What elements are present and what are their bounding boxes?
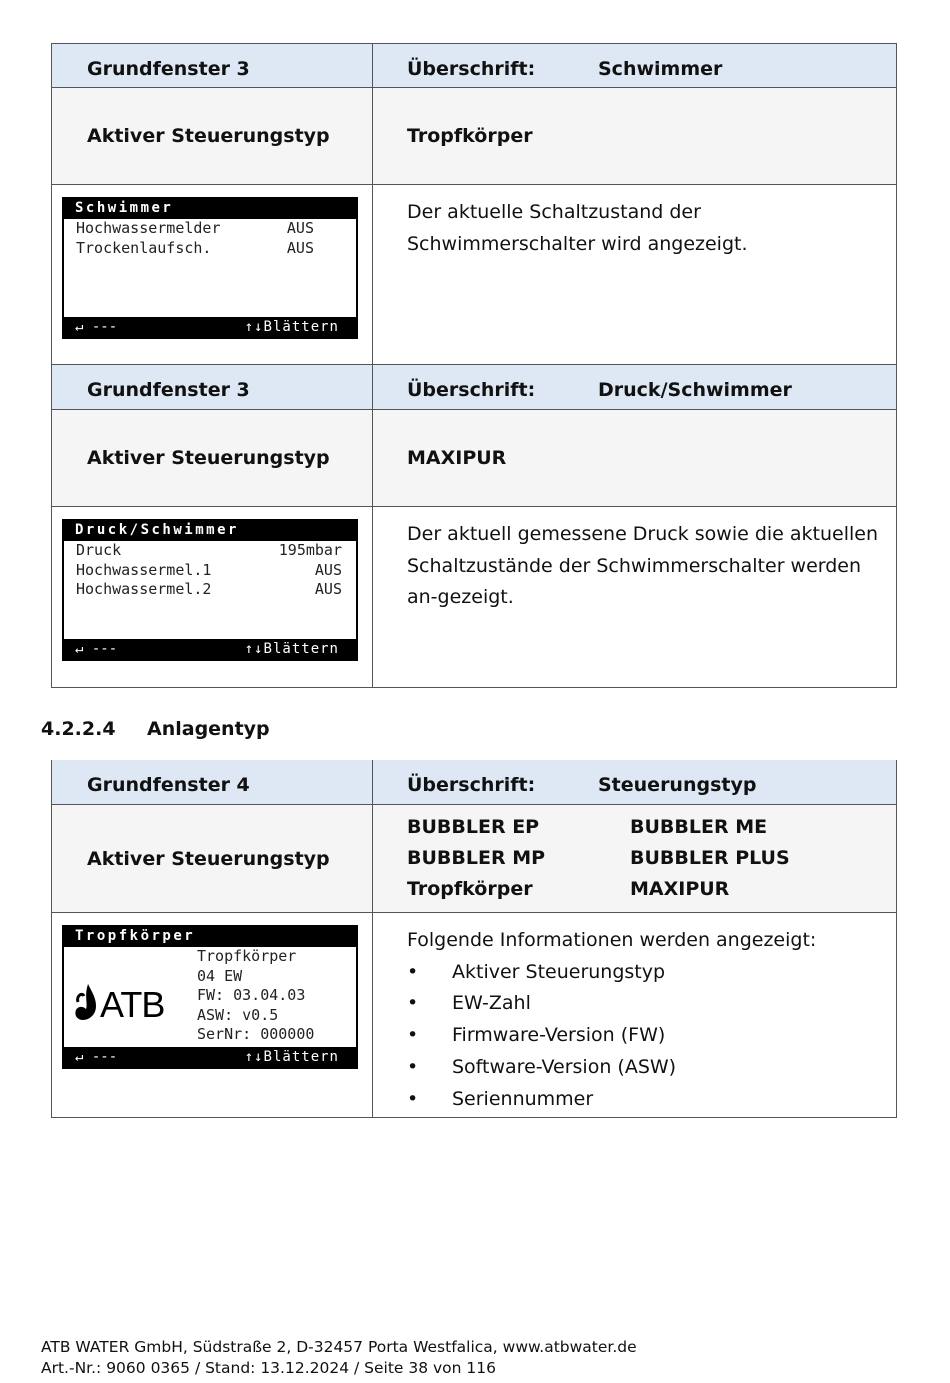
section-heading: [41, 718, 270, 740]
type-value: BUBBLER EP: [407, 816, 540, 838]
type-values-grid: [407, 814, 830, 903]
type-value: Tropfkörper: [407, 878, 533, 900]
bullet-item: • Seriennummer: [407, 1084, 882, 1116]
lcd-title: Schwimmer: [75, 200, 174, 216]
lcd-line: Hochwassermel.1 AUS: [76, 560, 342, 579]
page-footer: [41, 1337, 637, 1379]
window-label: Grundfenster 4: [52, 760, 373, 804]
bullet-item: • Firmware-Version (FW): [407, 1020, 882, 1052]
lcd-line: SerNr: 000000: [197, 1025, 315, 1043]
table-druck-schwimmer: [51, 365, 897, 688]
type-label: Aktiver Steuerungstyp: [52, 88, 373, 184]
heading-label: Überschrift:: [407, 774, 536, 796]
lcd-line: Druck 195mbar: [76, 541, 342, 559]
heading-cell: [373, 760, 896, 804]
lcd-line: 04 EW: [197, 966, 243, 985]
info-list-cell: [373, 913, 896, 1117]
type-value: Tropfkörper: [407, 125, 533, 147]
footer-address: ATB WATER GmbH, Südstraße 2, D-32457 Porta Westfalica, www.atbwater.de: [41, 1338, 637, 1356]
lcd-cell: [52, 185, 373, 364]
type-value: BUBBLER MP: [407, 847, 546, 869]
window-label: Grundfenster 3: [52, 44, 373, 87]
type-values: [373, 805, 896, 912]
lcd-display: [62, 197, 358, 339]
lcd-cell: [52, 913, 373, 1117]
window-label: Grundfenster 3: [52, 365, 373, 409]
scroll-arrows-icon: ↑↓Blättern: [244, 641, 339, 657]
heading-value: Schwimmer: [598, 58, 723, 80]
bullet-item: • EW-Zahl: [407, 988, 882, 1020]
lcd-line: Trockenlaufsch. AUS: [76, 238, 314, 257]
content-row: [51, 913, 897, 1118]
enter-icon: ↵ ---: [75, 319, 118, 335]
lcd-line: ASW: v0.5: [197, 1005, 279, 1024]
content-row: [51, 507, 897, 688]
type-row: [51, 410, 897, 507]
lcd-body: [64, 541, 356, 639]
type-row: [51, 805, 897, 913]
heading-value: Druck/Schwimmer: [598, 379, 792, 401]
lcd-line: FW: 03.04.03: [197, 986, 306, 1004]
enter-icon: ↵ ---: [75, 1049, 118, 1065]
info-intro: Folgende Informationen werden angezeigt:: [407, 929, 817, 951]
header-row: [51, 43, 897, 88]
type-label: Aktiver Steuerungstyp: [52, 410, 373, 506]
lcd-body: [64, 219, 356, 317]
type-row: [51, 88, 897, 185]
bullet-item: • Software-Version (ASW): [407, 1052, 882, 1084]
lcd-title: Tropfkörper: [75, 928, 196, 944]
lcd-title: Druck/Schwimmer: [75, 522, 239, 538]
heading-cell: [373, 365, 896, 409]
section-number: 4.2.2.4: [41, 718, 116, 740]
lcd-line: Hochwassermelder AUS: [76, 219, 314, 237]
lcd-footer: [63, 1047, 357, 1068]
enter-icon: ↵ ---: [75, 641, 118, 657]
atb-logo: [74, 982, 174, 1025]
heading-label: Überschrift:: [407, 379, 536, 401]
logo-text: ATB: [100, 984, 165, 1025]
heading-label: Überschrift:: [407, 58, 536, 80]
heading-cell: [373, 44, 896, 87]
type-value: MAXIPUR: [630, 878, 730, 900]
description: Der aktuelle Schaltzustand der Schwimmerschalter wird angezeigt.: [407, 201, 748, 255]
type-value: BUBBLER PLUS: [630, 847, 790, 869]
section-title: Anlagentyp: [147, 718, 270, 740]
heading-value: Steuerungstyp: [598, 774, 757, 796]
header-row: [51, 365, 897, 410]
type-value: BUBBLER ME: [630, 816, 768, 838]
lcd-footer: [63, 639, 357, 660]
lcd-display: [62, 925, 358, 1069]
info-bullets: [407, 957, 882, 1116]
scroll-arrows-icon: ↑↓Blättern: [244, 1049, 339, 1065]
lcd-line: Hochwassermel.2 AUS: [76, 580, 342, 598]
footer-article: Art.-Nr.: 9060 0365 / Stand: 13.12.2024 / Seite 38 von 116: [41, 1359, 497, 1377]
header-row: [51, 760, 897, 805]
type-value: MAXIPUR: [407, 447, 507, 469]
lcd-line: Tropfkörper: [197, 947, 297, 965]
bullet-item: • Aktiver Steuerungstyp: [407, 957, 882, 989]
lcd-cell: [52, 507, 373, 687]
content-row: [51, 185, 897, 365]
lcd-body: [64, 947, 356, 1047]
lcd-display: [62, 519, 358, 661]
lcd-footer: [63, 317, 357, 338]
scroll-arrows-icon: ↑↓Blättern: [244, 319, 339, 335]
lcd-info-lines: [197, 947, 314, 1045]
type-label: Aktiver Steuerungstyp: [52, 805, 373, 912]
table-schwimmer: [51, 43, 897, 365]
table-steuerungstyp: [51, 760, 897, 1118]
description: Der aktuell gemessene Druck sowie die aktuellen Schaltzustände der Schwimmerschalter werden an-gezeigt.: [407, 523, 879, 608]
